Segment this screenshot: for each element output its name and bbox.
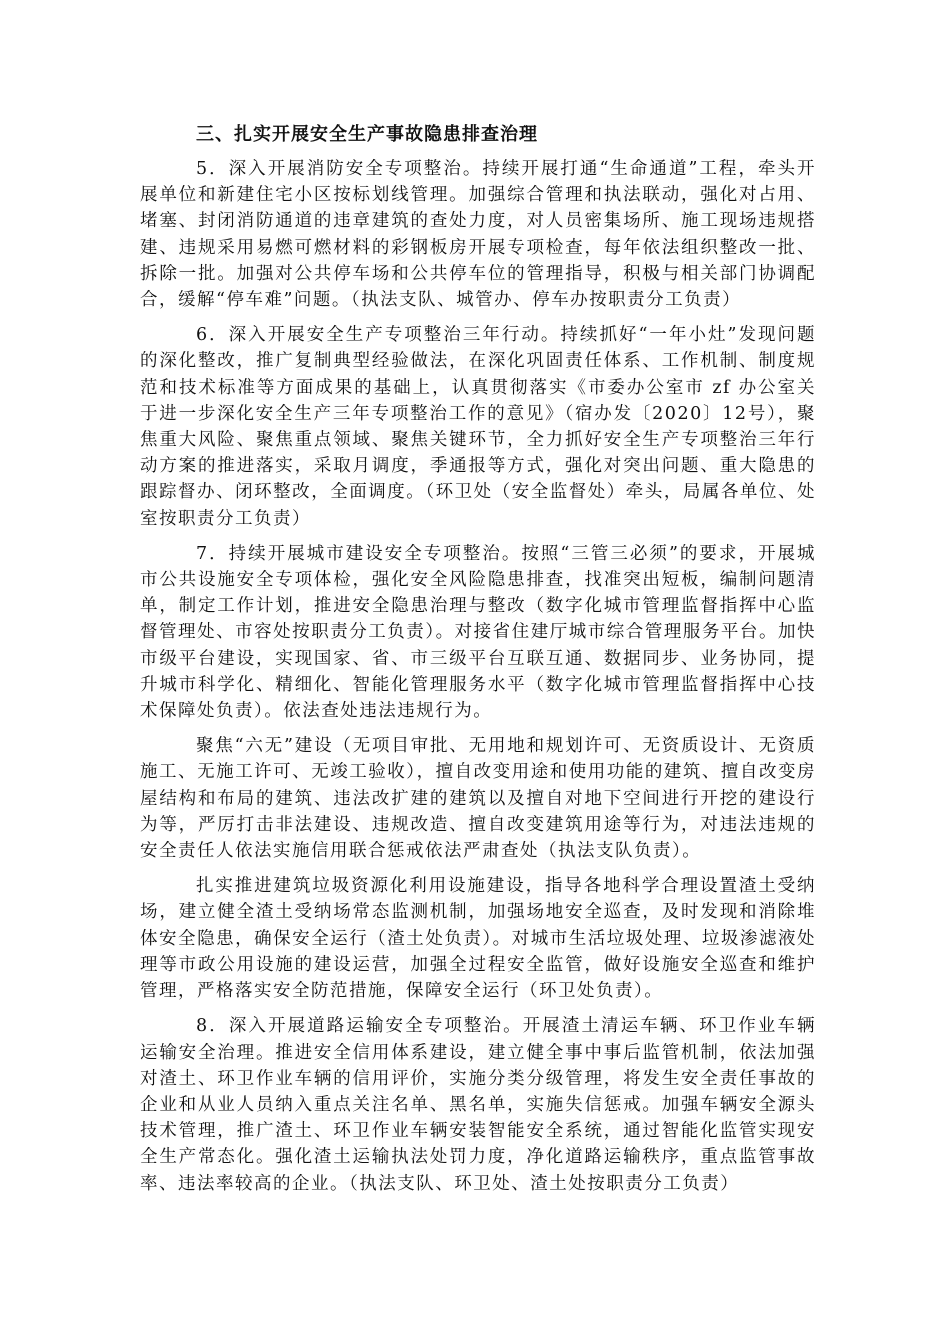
paragraph-construction-waste: 扎实推进建筑垃圾资源化利用设施建设，指导各地科学合理设置渣土受纳场，建立健全渣土受纳场常态监测机制，加强场地安全巡查，及时发现和消除堆体安全隐患，确保安全运行（渣土处负责）。对城市生活垃圾处理、垃圾渗滤液处理等市政公用设施的建设运营，加强全过程安全监管，做好设施安全巡查和维护管理，严格落实安全防范措施，保障安全运行（环卫处负责）。	[140, 876, 816, 1002]
paragraph-urban-construction: 7．持续开展城市建设安全专项整治。按照“三管三必须”的要求，开展城市公共设施安全专项体检，强化安全风险隐患排查，找准突出短板，编制问题清单，制定工作计划，推进安全隐患治理与整改（数字化城市管理监督指挥中心监督管理处、市容处按职责分工负责）。对接省住建厅城市综合管理服务平台。加快市级平台建设，实现国家、省、市三级平台互联互通、数据同步、业务协同，提升城市科学化、精细化、智能化管理服务水平（数字化城市管理监督指挥中心技术保障处负责）。依法查处违法违规行为。	[140, 543, 816, 722]
section-heading: 三、扎实开展安全生产事故隐患排查治理	[196, 124, 538, 145]
paragraph-road-transport: 8．深入开展道路运输安全专项整治。开展渣土清运车辆、环卫作业车辆运输安全治理。推进安全信用体系建设，建立健全事中事后监管机制，依法加强对渣土、环卫作业车辆的信用评价，实施分类分级管理，将发生安全责任事故的企业和从业人员纳入重点关注名单、黑名单，实施失信惩戒。加强车辆安全源头技术管理，推广渣土、环卫作业车辆安装智能安全系统，通过智能化监管实现安全生产常态化。强化渣土运输执法处罚力度，净化道路运输秩序，重点监管事故率、违法率较高的企业。（执法支队、环卫处、渣土处按职责分工负责）	[140, 1016, 816, 1194]
paragraph-fire-safety: 5．深入开展消防安全专项整治。持续开展打通“生命通道”工程，牵头开展单位和新建住宅小区按标划线管理。加强综合管理和执法联动，强化对占用、堵塞、封闭消防通道的违章建筑的查处力度，对人员密集场所、施工现场违规搭建、违规采用易燃可燃材料的彩钢板房开展专项检查，每年依法组织整改一批、拆除一批。加强对公共停车场和公共停车位的管理指导，积极与相关部门协调配合，缓解“停车难”问题。（执法支队、城管办、停车办按职责分工负责）	[140, 159, 816, 311]
document-body	[140, 120, 816, 1206]
paragraph-six-none: 聚焦“六无”建设（无项目审批、无用地和规划许可、无资质设计、无资质施工、无施工许可、无竣工验收），擅自改变用途和使用功能的建筑、擅自改变房屋结构和布局的建筑、违法改扩建的建筑以及擅自对地下空间进行开挖的建设行为等，严厉打击非法建设、违规改造、擅自改变建筑用途等行为，对违法违规的安全责任人依法实施信用联合惩戒依法严肃查处（执法支队负责）。	[140, 736, 816, 862]
paragraph-three-year-action: 6．深入开展安全生产专项整治三年行动。持续抓好“一年小灶”发现问题的深化整改，推广复制典型经验做法，在深化巩固责任体系、工作机制、制度规范和技术标准等方面成果的基础上，认真贯彻落实《市委办公室市 zf 办公室关于进一步深化安全生产三年专项整治工作的意见》（宿办发〔2020〕12号），聚焦重大风险、聚焦重点领域、聚焦关键环节，全力抓好安全生产专项整治三年行动方案的推进落实，采取月调度，季通报等方式，强化对突出问题、重大隐患的跟踪督办、闭环整改，全面调度。（环卫处（安全监督处）牵头，局属各单位、处室按职责分工负责）	[140, 325, 816, 529]
